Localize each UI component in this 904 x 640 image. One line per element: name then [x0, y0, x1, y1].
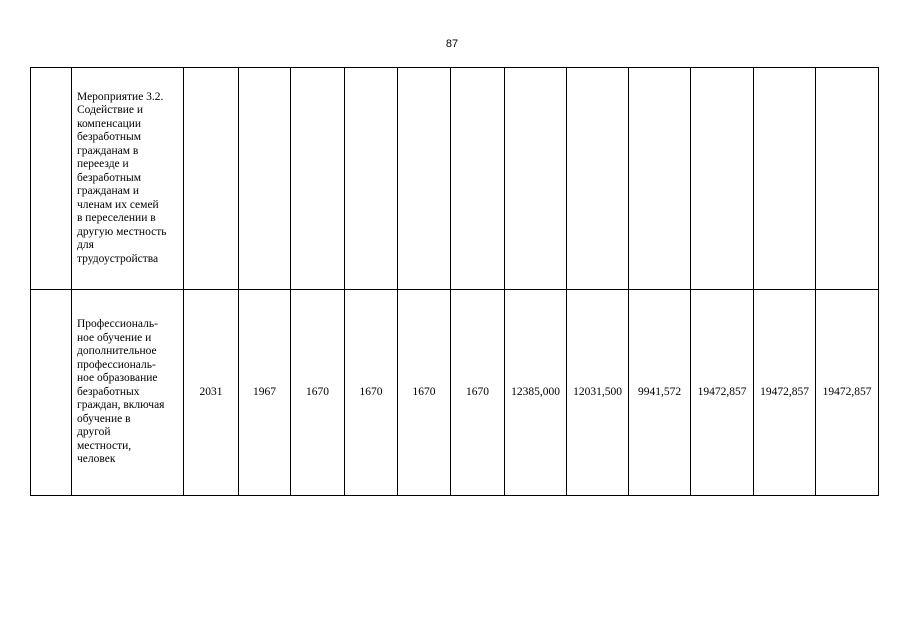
description-line: обучение в: [77, 412, 131, 425]
table-cell-empty: [31, 68, 72, 290]
description-line: переезде и: [77, 158, 129, 171]
description-line: местности,: [77, 439, 132, 452]
table-cell-value: [291, 68, 345, 290]
table-cell-value: 1670: [291, 290, 345, 496]
table-cell-value: 12031,500: [567, 290, 629, 496]
table-cell-value: [816, 68, 879, 290]
description-line: в переселении в: [77, 212, 156, 225]
description-line: Содействие и: [77, 104, 144, 117]
table-cell-description: [72, 290, 184, 496]
data-table: [30, 67, 879, 496]
table-cell-value: [505, 68, 567, 290]
description-line: граждан, включая: [77, 399, 165, 412]
table-cell-value: 1670: [451, 290, 505, 496]
table-cell-description: [72, 68, 184, 290]
table-cell-value: [629, 68, 691, 290]
table-cell-value: 19472,857: [691, 290, 754, 496]
description-line: человек: [77, 453, 116, 466]
table-cell-value: [691, 68, 754, 290]
table-cell-value: [451, 68, 505, 290]
table-cell-value: 1967: [239, 290, 291, 496]
table-cell-value: [398, 68, 451, 290]
description-line: гражданам в: [77, 144, 139, 157]
table-cell-value: [754, 68, 816, 290]
table-cell-value: 9941,572: [629, 290, 691, 496]
table-row: [31, 290, 879, 496]
table-cell-value: [345, 68, 398, 290]
table-cell-value: 12385,000: [505, 290, 567, 496]
description-line: дополнительное: [77, 345, 157, 358]
description-line: профессиональ-: [77, 358, 156, 371]
table-cell-value: 2031: [184, 290, 239, 496]
description-line: другой: [77, 426, 111, 439]
description-line: другую местность: [77, 225, 167, 238]
description-line: компенсации: [77, 117, 142, 130]
page-number: 87: [445, 38, 459, 50]
table-cell-value: [567, 68, 629, 290]
description-line: ное образование: [77, 372, 158, 385]
description-line: для: [77, 239, 94, 252]
description-line: Мероприятие 3.2.: [77, 90, 164, 103]
description-line: безработных: [77, 385, 140, 398]
table-cell-value: [184, 68, 239, 290]
table-cell-empty: [31, 290, 72, 496]
description-line: ное обучение и: [77, 331, 152, 344]
table-cell-value: 19472,857: [754, 290, 816, 496]
table-cell-value: [239, 68, 291, 290]
description-line: трудоустройства: [77, 252, 159, 265]
description-line: членам их семей: [77, 198, 159, 211]
description-line: гражданам и: [77, 185, 140, 198]
table-cell-value: 1670: [345, 290, 398, 496]
description-line: безработным: [77, 131, 141, 144]
description-line: Профессиональ-: [77, 318, 158, 331]
description-line: безработным: [77, 171, 141, 184]
table-cell-value: 1670: [398, 290, 451, 496]
table-cell-value: 19472,857: [816, 290, 879, 496]
table-row: [31, 68, 879, 290]
